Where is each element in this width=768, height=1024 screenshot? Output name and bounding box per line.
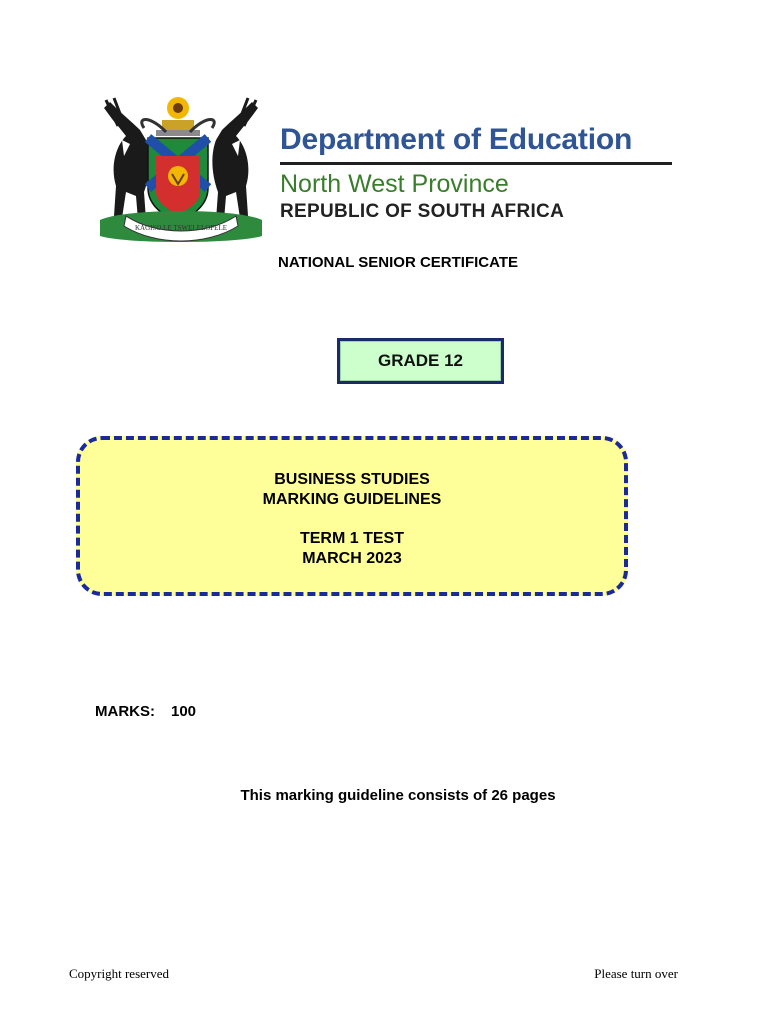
sunflower-crest: [167, 97, 189, 119]
right-antelope: [212, 98, 258, 220]
test-date: MARCH 2023: [302, 550, 402, 567]
coat-of-arms-logo: [96, 96, 266, 248]
certificate-title: NATIONAL SENIOR CERTIFICATE: [278, 254, 518, 271]
subject-name: BUSINESS STUDIES: [274, 471, 430, 488]
page-count-note: This marking guideline consists of 26 pages: [240, 787, 556, 804]
left-antelope: [104, 98, 150, 220]
grade-label: GRADE 12: [340, 341, 501, 381]
marks-label: MARKS:: [95, 703, 155, 720]
motto-text: KAGISO LE TSWELELOPELE: [134, 224, 228, 232]
header-divider: [280, 162, 672, 165]
grade-box: [337, 338, 504, 384]
marks-value: 100: [171, 703, 197, 720]
subject-box: [76, 436, 628, 596]
department-title: Department of Education: [280, 123, 633, 156]
test-name: TERM 1 TEST: [299, 530, 404, 547]
document-type: MARKING GUIDELINES: [262, 491, 442, 508]
republic-name: REPUBLIC OF SOUTH AFRICA: [280, 201, 565, 222]
footer-copyright: Copyright reserved: [69, 966, 170, 981]
province-name: North West Province: [280, 170, 509, 198]
footer-turn-over: Please turn over: [594, 966, 678, 981]
shield: [148, 138, 208, 222]
